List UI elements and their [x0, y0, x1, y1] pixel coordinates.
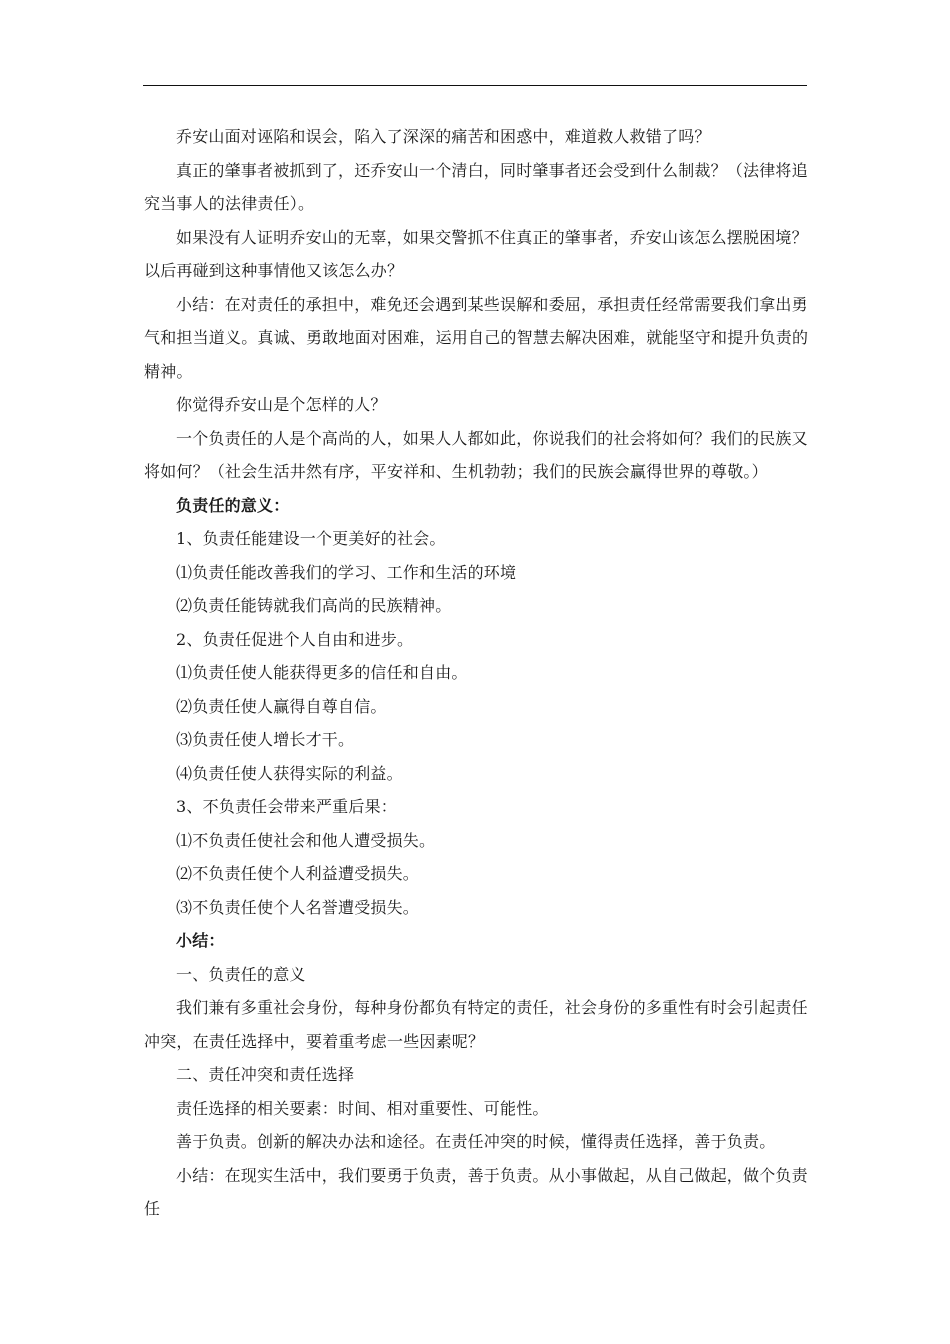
list-item: 1、负责任能建设一个更美好的社会。: [176, 529, 446, 548]
list-item: ⑴负责任使人能获得更多的信任和自由。: [176, 663, 468, 682]
paragraph: 真正的肇事者被抓到了，还乔安山一个清白，同时肇事者还会受到什么制裁？（法律将追究当事人的法律责任）。: [144, 160, 808, 213]
header-rule: [143, 85, 807, 86]
list-item: ⑵负责任使人赢得自尊自信。: [176, 696, 387, 716]
list-item: 3、不负责任会带来严重后果：: [176, 797, 397, 816]
list-item: 2、负责任促进个人自由和进步。: [176, 629, 414, 649]
list-item: ⑵不负责任使个人利益遭受损失。: [176, 864, 420, 883]
list-item: ⑴不负责任使社会和他人遭受损失。: [176, 830, 436, 850]
subsection-heading: 一、负责任的意义: [176, 964, 306, 984]
paragraph: 乔安山面对诬陷和误会，陷入了深深的痛苦和困惑中，难道救人救错了吗？: [176, 127, 711, 146]
list-item: ⑶不负责任使个人名誉遭受损失。: [176, 897, 420, 917]
list-item: ⑵负责任能铸就我们高尚的民族精神。: [176, 596, 452, 615]
paragraph: 小结：在对责任的承担中，难免还会遇到某些误解和委屈，承担责任经常需要我们拿出勇气和担当道义。真诚、勇敢地面对困难，运用自己的智慧去解决困难，就能坚守和提升负责的精神。: [144, 294, 809, 381]
list-item: ⑶负责任使人增长才干。: [176, 730, 355, 749]
paragraph: 善于负责。创新的解决办法和途径。在责任冲突的时候，懂得责任选择，善于负责。: [176, 1132, 776, 1151]
subsection-heading: 二、责任冲突和责任选择: [176, 1065, 355, 1084]
paragraph: 我们兼有多重社会身份，每种身份都负有特定的责任，社会身份的多重性有时会引起责任冲突，在责任选择中，要着重考虑一些因素呢？: [144, 998, 808, 1051]
paragraph: 小结：在现实生活中，我们要勇于负责，善于负责。从小事做起，从自己做起，做个负责任: [144, 1165, 808, 1218]
paragraph: 如果没有人证明乔安山的无辜，如果交警抓不住真正的肇事者，乔安山该怎么摆脱困境？以后再碰到这种事情他又该怎么办？: [144, 227, 808, 280]
list-item: ⑷负责任使人获得实际的利益。: [176, 763, 403, 783]
paragraph: 责任选择的相关要素：时间、相对重要性、可能性。: [176, 1098, 549, 1118]
paragraph: 一个负责任的人是个高尚的人，如果人人都如此，你说我们的社会将如何？我们的民族又将如何？（社会生活井然有序，平安祥和、生机勃勃；我们的民族会赢得世界的尊敬。）: [144, 428, 808, 481]
paragraph: 你觉得乔安山是个怎样的人？: [176, 395, 387, 414]
document-body: [144, 120, 810, 1226]
section-heading: 负责任的意义：: [176, 495, 290, 515]
list-item: ⑴负责任能改善我们的学习、工作和生活的环境: [176, 562, 517, 582]
section-heading: 小结：: [176, 931, 225, 950]
